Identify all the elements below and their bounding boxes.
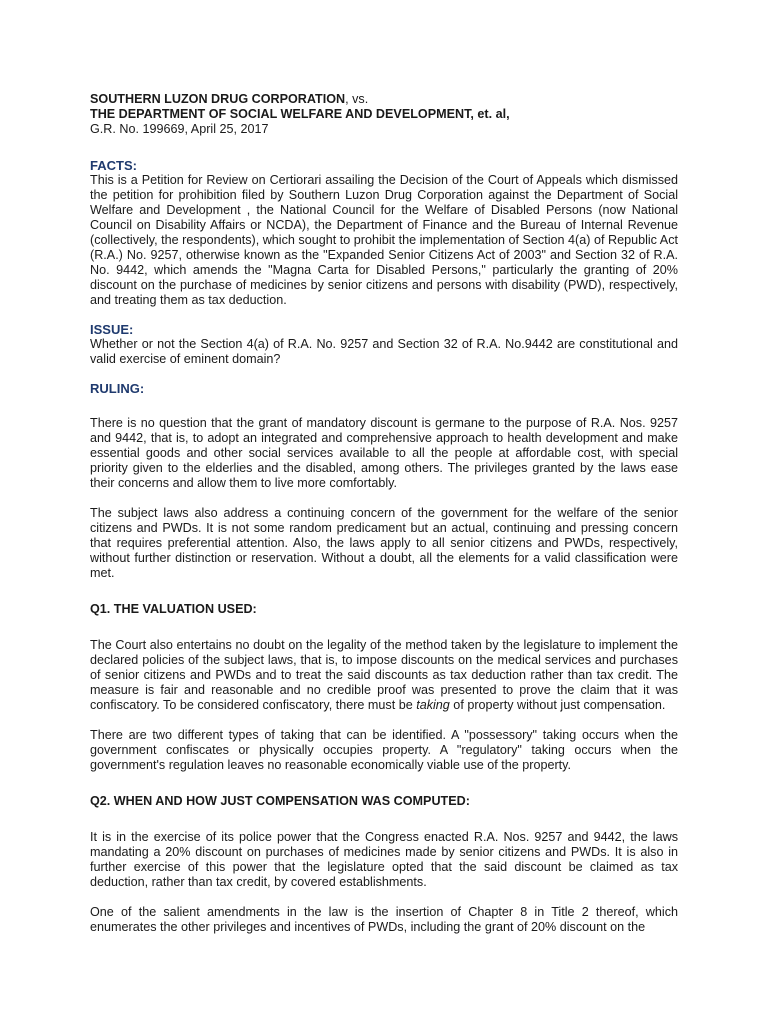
- q1-paragraph-2: There are two different types of taking that can be identified. A "possessory" taking occurs when the government confiscates or physically occupies property. A "regulatory" taking occurs when the government's regulation leaves no reasonable economically viable use of the property.: [90, 728, 678, 772]
- q2-paragraph-2: One of the salient amendments in the law is the insertion of Chapter 8 in Title 2 thereof, which enumerates the other privileges and incentives of PWDs, including the grant of 20% discount on the: [90, 905, 678, 934]
- petitioner-name: SOUTHERN LUZON DRUG CORPORATION: [90, 92, 346, 106]
- case-title-line-1: [90, 92, 678, 107]
- q1-paragraph-1-start: The Court also entertains no doubt on the legality of the method taken by the legislature to implement the declared policies of the subject laws, that is, to impose discounts on the medical services and purchases of senior citizens and PWDs and to treat the said discounts as tax deduction rather than tax credit. The measure is fair and reasonable and no credible proof was presented to prove the claim that it was confiscatory. To be considered confiscatory, there must be: [90, 638, 678, 712]
- issue-heading: ISSUE:: [90, 322, 134, 337]
- q1-paragraph-1-end: of property without just compensation.: [449, 698, 666, 712]
- versus-label: , vs.: [345, 92, 369, 106]
- q1-paragraph-1-emphasis: taking: [416, 698, 450, 712]
- q1-heading: Q1. THE VALUATION USED:: [90, 602, 257, 616]
- ruling-paragraph-2: The subject laws also address a continuing concern of the government for the welfare of the senior citizens and PWDs. It is not some random predicament but an actual, continuing and pressing concern that requires preferential attention. Also, the laws apply to all senior citizens and PWDs, respectively, without further distinction or reservation. Without a doubt, all the elements for a valid classification were met.: [90, 506, 678, 580]
- case-title-line-2: THE DEPARTMENT OF SOCIAL WELFARE AND DEVELOPMENT, et. al,: [90, 107, 510, 121]
- facts-paragraph: This is a Petition for Review on Certiorari assailing the Decision of the Court of Appeals which dismissed the petition for prohibition filed by Southern Luzon Drug Corporation against the Department of Social Welfare and Development , the National Council for the Welfare of Disabled Persons (now National Council on Disability Affairs or NCDA), the Department of Finance and the Bureau of Internal Revenue (collectively, the respondents), which sought to prohibit the implementation of Section 4(a) of Republic Act (R.A.) No. 9257, otherwise known as the "Expanded Senior Citizens Act of 2003" and Section 32 of R.A. No. 9442, which amends the "Magna Carta for Disabled Persons," particularly the granting of 20% discount on the purchase of medicines by senior citizens and persons with disability (PWD), respectively, and treating them as tax deduction.: [90, 173, 678, 307]
- q2-paragraph-1: It is in the exercise of its police power that the Congress enacted R.A. Nos. 9257 and 9442, the laws mandating a 20% discount on purchases of medicines made by senior citizens and PWDs. It is also in further exercise of this power that the legislature opted that the said discount be claimed as tax deduction, rather than tax credit, by covered establishments.: [90, 830, 678, 889]
- issue-paragraph: Whether or not the Section 4(a) of R.A. No. 9257 and Section 32 of R.A. No.9442 are constitutional and valid exercise of eminent domain?: [90, 337, 678, 366]
- facts-heading: FACTS:: [90, 158, 137, 173]
- case-citation: G.R. No. 199669, April 25, 2017: [90, 122, 269, 136]
- q1-paragraph-1: [90, 638, 678, 713]
- q2-heading: Q2. WHEN AND HOW JUST COMPENSATION WAS COMPUTED:: [90, 794, 470, 808]
- ruling-heading: RULING:: [90, 381, 145, 396]
- ruling-paragraph-1: There is no question that the grant of mandatory discount is germane to the purpose of R.A. Nos. 9257 and 9442, that is, to adopt an integrated and comprehensive approach to health development and make essential goods and other social services available to all the people at affordable cost, with special priority given to the elderlies and the disabled, among others. The privileges granted by the laws ease their concerns and allow them to live more comfortably.: [90, 416, 678, 490]
- document-page: [90, 92, 678, 935]
